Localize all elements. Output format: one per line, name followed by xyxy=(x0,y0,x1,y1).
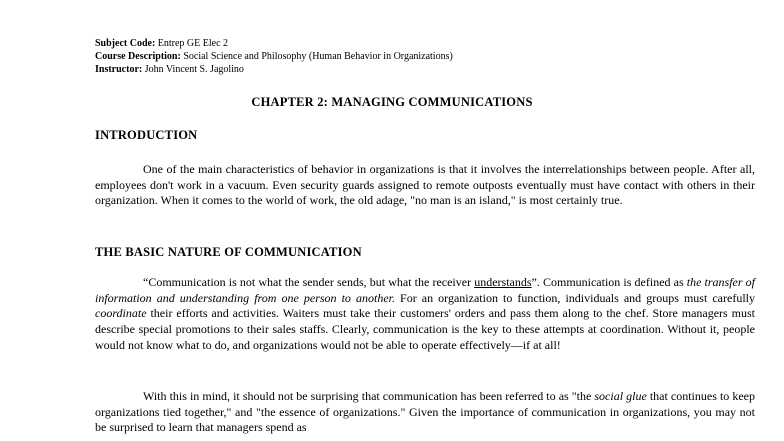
p1-text-c: ”. Communication is defined as xyxy=(531,275,687,289)
introduction-heading: INTRODUCTION xyxy=(95,128,198,142)
basic-nature-heading: THE BASIC NATURE OF COMMUNICATION xyxy=(95,245,362,259)
p2-italic-social-glue: social glue xyxy=(594,389,647,403)
introduction-paragraph: One of the main characteristics of behavior in organizations is that it involves the interrelationships between people. After all, employees don't work in a vacuum. Even security guards assigned to remote outposts eventually must have contact with others in their organization. When it comes to the world of work, the old adage, "no man is an island," is most certainly true. xyxy=(95,162,755,208)
basic-nature-paragraph-2 xyxy=(95,389,755,436)
p1-text-a: “Communication is not what the sender sends, but what the receiver xyxy=(143,275,475,289)
p1-definition-italic: the transfer of information and understanding from one person to another. xyxy=(95,275,755,305)
p2-text-c: that continues to keep organizations tied together," and "the essence of organizations." Given the importance of communication in organizations, you may not be surprised to learn that managers spend as xyxy=(95,389,755,435)
subject-code-value: Entrep GE Elec 2 xyxy=(155,38,229,49)
basic-nature-paragraph-1 xyxy=(95,275,755,354)
p1-underlined-understands: understands xyxy=(474,275,532,289)
subject-code-line xyxy=(95,37,453,50)
p2-text-a: With this in mind, it should not be surprising that communication has been referred to as "the xyxy=(143,389,595,403)
instructor-line xyxy=(95,63,453,76)
course-description-line xyxy=(95,50,453,63)
instructor-label: Instructor: xyxy=(95,64,143,75)
instructor-value: John Vincent S. Jagolino xyxy=(142,64,244,75)
subject-code-label: Subject Code: xyxy=(95,38,156,49)
p1-text-e: For an organization to function, individuals and groups must carefully xyxy=(395,290,755,305)
chapter-title: CHAPTER 2: MANAGING COMMUNICATIONS xyxy=(251,95,533,109)
course-description-label: Course Description: xyxy=(95,51,181,62)
p1-text-g: their efforts and activities. Waiters must take their customers' orders and pass them along to the chef. Store managers must describe special promotions to their sales staffs. Clearly, communication is the key to these attempts at coordination. Without it, people would not know what to do, and organizations would not be able to operate effectively—if at all! xyxy=(95,306,755,352)
course-info-block xyxy=(95,37,453,76)
course-description-value: Social Science and Philosophy (Human Behavior in Organizations) xyxy=(180,51,453,62)
p1-italic-coordinate: coordinate xyxy=(95,306,147,321)
